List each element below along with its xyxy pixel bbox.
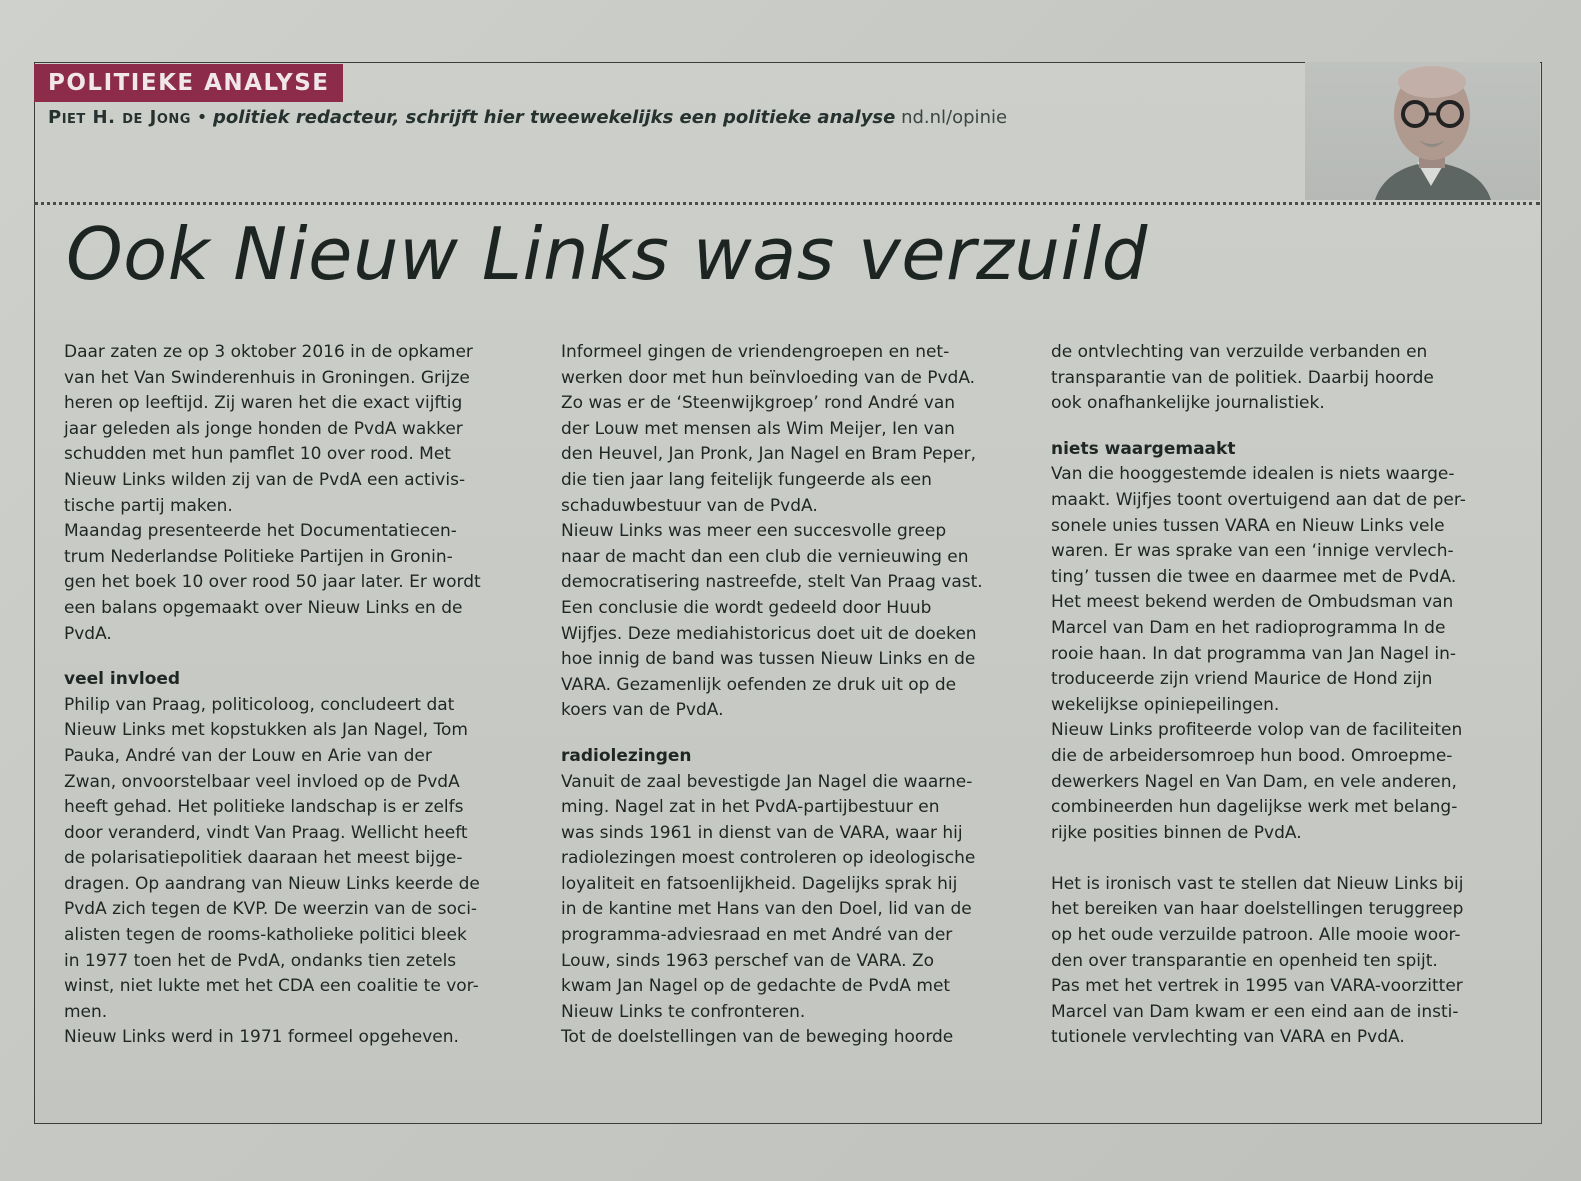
- body-line: een balans opgemaakt over Nieuw Links en de: [64, 597, 463, 618]
- body-line: Daar zaten ze op 3 oktober 2016 in de opkamer: [64, 342, 473, 362]
- body-line: trum Nederlandse Politieke Partijen in Gronin-: [64, 546, 453, 567]
- body-line: van het Van Swinderenhuis in Groningen. Grijze: [64, 367, 470, 388]
- body-line: naar de macht dan een club die vernieuwing en: [561, 546, 969, 567]
- body-line: schudden met hun pamflet 10 over rood. Met: [64, 444, 451, 465]
- body-line: Een conclusie die wordt gedeeld door Huub: [561, 597, 932, 618]
- body-line: waren. Er was sprake van een ‘innige vervlech-: [1051, 541, 1454, 562]
- body-line: was sinds 1961 in dienst van de VARA, waar hij: [561, 822, 963, 843]
- body-line: loyaliteit en fatsoenlijkheid. Dagelijks sprak hij: [561, 873, 958, 894]
- body-line: Nieuw Links werd in 1971 formeel opgeheven.: [64, 1027, 459, 1048]
- body-line: alisten tegen de rooms-katholieke politici bleek: [64, 925, 467, 946]
- body-line: Het is ironisch vast te stellen dat Nieuw Links bij: [1051, 873, 1464, 894]
- article-column-1: [64, 340, 534, 1051]
- author-portrait-illustration: [1305, 62, 1540, 200]
- body-line: Zwan, onvoorstelbaar veel invloed op de PvdA: [64, 771, 460, 792]
- body-line: jaar geleden als jonge honden de PvdA wakker: [64, 418, 463, 439]
- body-line: democratisering nastreefde, stelt Van Praag vast.: [561, 572, 983, 593]
- body-line: ming. Nagel zat in het PvdA-partijbestuur en: [561, 797, 940, 818]
- body-line: heren op leeftijd. Zij waren het die exact vijftig: [64, 393, 463, 414]
- body-line: dewerkers Nagel en Van Dam, en vele anderen,: [1051, 771, 1457, 792]
- body-line: in de kantine met Hans van den Doel, lid van de: [561, 899, 972, 920]
- body-line: hoe innig de band was tussen Nieuw Links en de: [561, 649, 976, 670]
- body-line: winst, niet lukte met het CDA een coalitie te vor-: [64, 976, 479, 997]
- author-name: Piet H. de Jong: [48, 107, 191, 128]
- body-line: transparantie van de politiek. Daarbij hoorde: [1051, 367, 1434, 388]
- section-kicker: POLITIEKE ANALYSE: [34, 64, 343, 102]
- author-role: politiek redacteur, schrijft hier tweewekelijks een politieke analyse: [213, 107, 896, 128]
- body-line: op het oude verzuilde patroon. Alle mooie woor-: [1051, 925, 1461, 946]
- subheading: radiolezingen: [561, 745, 692, 766]
- body-line: Nieuw Links profiteerde volop van de faciliteiten: [1051, 720, 1463, 741]
- body-line: Pas met het vertrek in 1995 van VARA-voorzitter: [1051, 976, 1463, 997]
- body-line: Het meest bekend werden de Ombudsman van: [1051, 592, 1454, 613]
- body-line: die tien jaar lang feitelijk fungeerde als een: [561, 469, 932, 490]
- body-line: tische partij maken.: [64, 495, 233, 516]
- body-line: den over transparantie en openheid ten spijt.: [1051, 950, 1438, 971]
- paragraph-gap: [1051, 846, 1521, 872]
- body-line: dragen. Op aandrang van Nieuw Links keerde de: [64, 873, 480, 894]
- body-line: der Louw met mensen als Wim Meijer, Ien van: [561, 418, 955, 439]
- body-line: die de arbeidersomroep hun bood. Omroepme-: [1051, 745, 1453, 766]
- body-line: koers van de PvdA.: [561, 700, 724, 721]
- body-line: PvdA.: [64, 623, 112, 644]
- body-line: VARA. Gezamenlijk oefenden ze druk uit op de: [561, 674, 957, 695]
- byline-separator: •: [196, 107, 208, 128]
- body-line: Marcel van Dam en het radioprogramma In de: [1051, 617, 1446, 638]
- subheading: niets waargemaakt: [1051, 438, 1236, 459]
- body-line: Nieuw Links wilden zij van de PvdA een activis-: [64, 469, 466, 490]
- body-line: sonele unies tussen VARA en Nieuw Links vele: [1051, 515, 1445, 536]
- body-line: rooie haan. In dat programma van Jan Nagel in-: [1051, 643, 1457, 664]
- body-line: programma-adviesraad en met André van der: [561, 925, 953, 946]
- body-line: maakt. Wijfjes toont overtuigend aan dat de per-: [1051, 489, 1466, 510]
- body-line: schaduwbestuur van de PvdA.: [561, 495, 818, 516]
- body-line: Nieuw Links met kopstukken als Jan Nagel, Tom: [64, 720, 468, 741]
- body-line: de ontvlechting van verzuilde verbanden en: [1051, 342, 1428, 362]
- body-line: kwam Jan Nagel op de gedachte de PvdA met: [561, 976, 951, 997]
- body-line: rijke posities binnen de PvdA.: [1051, 822, 1302, 843]
- subheading: veel invloed: [64, 669, 181, 690]
- article-column-3: [1051, 340, 1521, 1051]
- body-line: radiolezingen moest controleren op ideologische: [561, 848, 976, 869]
- body-line: ook onafhankelijke journalistiek.: [1051, 393, 1325, 414]
- body-line: troduceerde zijn vriend Maurice de Hond zijn: [1051, 669, 1433, 690]
- body-line: combineerden hun dagelijkse werk met belang-: [1051, 797, 1458, 818]
- body-line: tutionele vervlechting van VARA en PvdA.: [1051, 1027, 1405, 1048]
- article-headline: Ook Nieuw Links was verzuild: [66, 212, 1148, 296]
- byline: [48, 107, 1348, 128]
- body-line: werken door met hun beïnvloeding van de PvdA.: [561, 367, 976, 388]
- body-line: Vanuit de zaal bevestigde Jan Nagel die waarne-: [561, 771, 973, 792]
- body-line: door veranderd, vindt Van Praag. Wellicht heeft: [64, 822, 468, 843]
- body-line: het bereiken van haar doelstellingen teruggreep: [1051, 899, 1464, 920]
- body-line: Van die hooggestemde idealen is niets waarge-: [1051, 464, 1455, 485]
- body-line: den Heuvel, Jan Pronk, Jan Nagel en Bram Peper,: [561, 444, 977, 465]
- opinion-link[interactable]: nd.nl/opinie: [901, 107, 1008, 128]
- body-line: de polarisatiepolitiek daaraan het meest bijge-: [64, 848, 463, 869]
- body-line: Philip van Praag, politicoloog, concludeert dat: [64, 694, 455, 715]
- body-line: wekelijkse opiniepeilingen.: [1051, 694, 1280, 715]
- body-line: Tot de doelstellingen van de beweging hoorde: [561, 1027, 954, 1048]
- body-line: Nieuw Links te confronteren.: [561, 1001, 806, 1022]
- body-line: ting’ tussen die twee en daarmee met de PvdA.: [1051, 566, 1457, 587]
- body-line: Zo was er de ‘Steenwijkgroep’ rond André van: [561, 393, 956, 414]
- body-line: Nieuw Links was meer een succesvolle greep: [561, 521, 947, 542]
- body-line: Marcel van Dam kwam er een eind aan de insti-: [1051, 1001, 1459, 1022]
- author-photo: [1305, 62, 1540, 200]
- body-line: Maandag presenteerde het Documentatiecen-: [64, 521, 457, 542]
- body-line: PvdA zich tegen de KVP. De weerzin van de soci-: [64, 899, 478, 920]
- dotted-divider: [34, 202, 1540, 205]
- body-line: Informeel gingen de vriendengroepen en net-: [561, 342, 950, 362]
- body-line: men.: [64, 1001, 108, 1022]
- body-line: Wijfjes. Deze mediahistoricus doet uit de doeken: [561, 623, 977, 644]
- body-line: heeft gehad. Het politieke landschap is er zelfs: [64, 797, 464, 818]
- body-line: Louw, sinds 1963 perschef van de VARA. Zo: [561, 950, 934, 971]
- article-column-2: [561, 340, 1031, 1051]
- body-line: in 1977 toen het de PvdA, ondanks tien zetels: [64, 950, 457, 971]
- body-line: Pauka, André van der Louw en Arie van der: [64, 745, 432, 766]
- body-line: gen het boek 10 over rood 50 jaar later. Er wordt: [64, 572, 481, 593]
